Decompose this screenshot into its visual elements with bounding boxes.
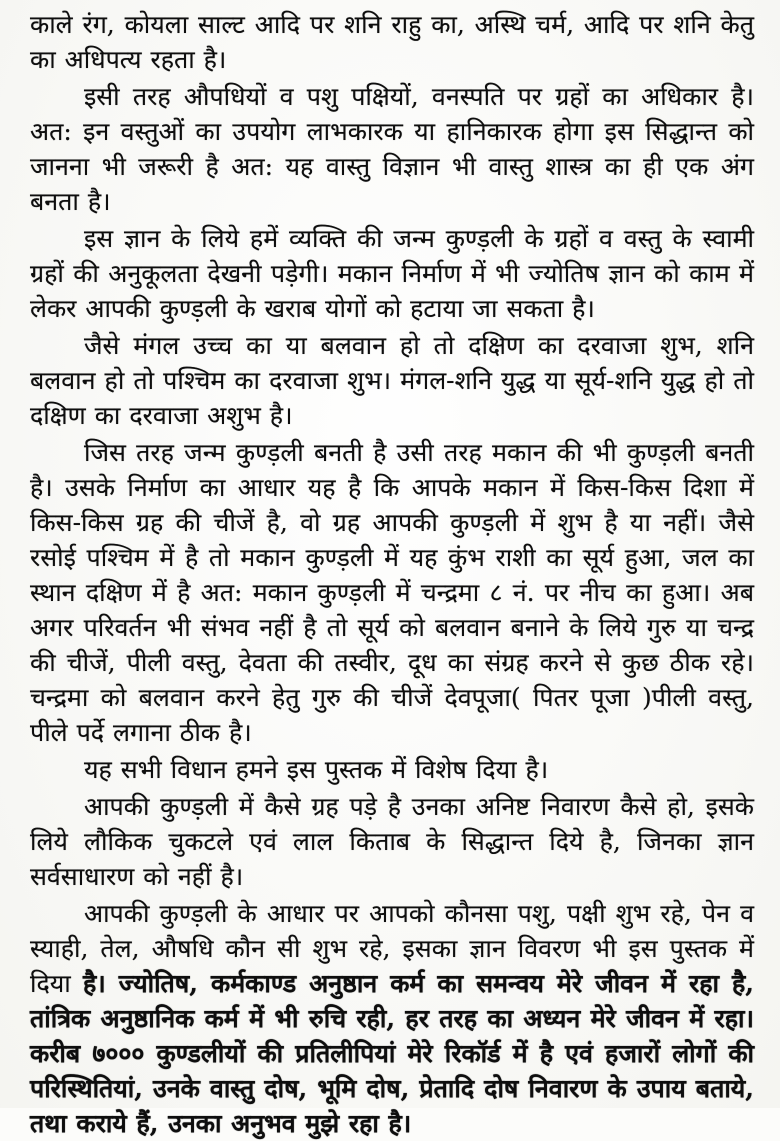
paragraph-1: काले रंग, कोयला साल्ट आदि पर शनि राहु का, अस्थि चर्म, आदि पर शनि केतु का अधिपत्य रहता है। bbox=[30, 10, 754, 74]
paragraph-7: आपकी कुण्ड़ली में कैसे ग्रह पड़े है उनका अनिष्ट निवारण कैसे हो, इसके लिये लौकिक चुकटले एवं लाल किताब के सिद्धान्त दिये है, जिनका ज्ञान सर्वसाधारण को नहीं है। bbox=[30, 792, 754, 891]
paragraph-4: जैसे मंगल उच्च का या बलवान हो तो दक्षिण का दरवाजा शुभ, शनि बलवान हो तो पश्चिम का दरवाजा शुभ। मंगल-शनि युद्ध या सूर्य-शनि युद्ध हो तो दक्षिण का दरवाजा अशुभ है। bbox=[30, 331, 754, 430]
paragraph-3: इस ज्ञान के लिये हमें व्यक्ति की जन्म कुण्ड़ली के ग्रहों व वस्तु के स्वामी ग्रहों की अनुकूलता देखनी पड़ेगी। मकान निर्माण में भी ज्योतिष ज्ञान को काम में लेकर आपकी कुण्ड़ली के खराब योगों को हटाया जा सकता है। bbox=[30, 224, 754, 323]
paragraph-5: जिस तरह जन्म कुण्ड़ली बनती है उसी तरह मकान की भी कुण्ड़ली बनती है। उसके निर्माण का आधार यह है कि आपके मकान में किस-किस दिशा में किस-किस ग्रह की चीजें है, वो ग्रह आपकी कुण्ड़ली में शुभ है या नहीं। जैसे रसोई पश्चिम में है तो मकान कुण्ड़ली में यह कुंभ राशी का सूर्य हुआ, जल का स्थान दक्षिण में है अत: मकान कुण्ड़ली में चन्द्रमा ८ नं. पर नीच का हुआ। अब अगर परिवर्तन भी संभव नहीं है तो सूर्य को बलवान बनाने के लिये गुरु या चन्द्र की चीजें, पीली वस्तु, देवता की तस्वीर, दूध का संग्रह करने से कुछ ठीक रहे। चन्द्रमा को बलवान करने हेतु गुरु की चीजें देवपूजा( पितर पूजा )पीली वस्तु, पीले पर्दे लगाना ठीक है। bbox=[30, 438, 754, 747]
paragraph-2: इसी तरह औपधियों व पशु पक्षियों, वनस्पति पर ग्रहों का अधिकार है। अत: इन वस्तुओं का उपयोग लाभकारक या हानिकारक होगा इस सिद्धान्त को जानना भी जरूरी है अत: यह वास्तु विज्ञान भी वास्तु शास्त्र का ही एक अंग बनता है। bbox=[30, 82, 754, 216]
paragraph-6: यह सभी विधान हमने इस पुस्तक में विशेष दिया है। bbox=[84, 755, 549, 784]
paragraph-8-normal-run: आपकी कुण्ड़ली के आधार पर आपको कौनसा पशु, पक्षी शुभ रहे, पेन व स्याही, तेल, औषधि कौन सी शुभ रहे, इसका ज्ञान विवरण भी इस पुस्तक में दिया bbox=[30, 899, 754, 998]
paragraph-8 bbox=[30, 896, 754, 1141]
paragraph-8-bold-run: है। ज्योतिष, कर्मकाण्ड अनुष्ठान कर्म का समन्वय मेरे जीवन में रहा है, तांत्रिक अनुष्ठानिक कर्म में भी रुचि रही, हर तरह का अध्यन मेरे जीवन में रहा। करीब ७००० कुण्डलीयों की प्रतिलीपियां मेरे रिकॉर्ड में है एवं हजारों लोगों की परिस्थितियां, उनके वास्तु दोष, भूमि दोष, प्रेतादि दोष निवारण के उपाय बताये, तथा कराये हैं, उनका अनुभव मुझे रहा है। bbox=[30, 969, 754, 1138]
